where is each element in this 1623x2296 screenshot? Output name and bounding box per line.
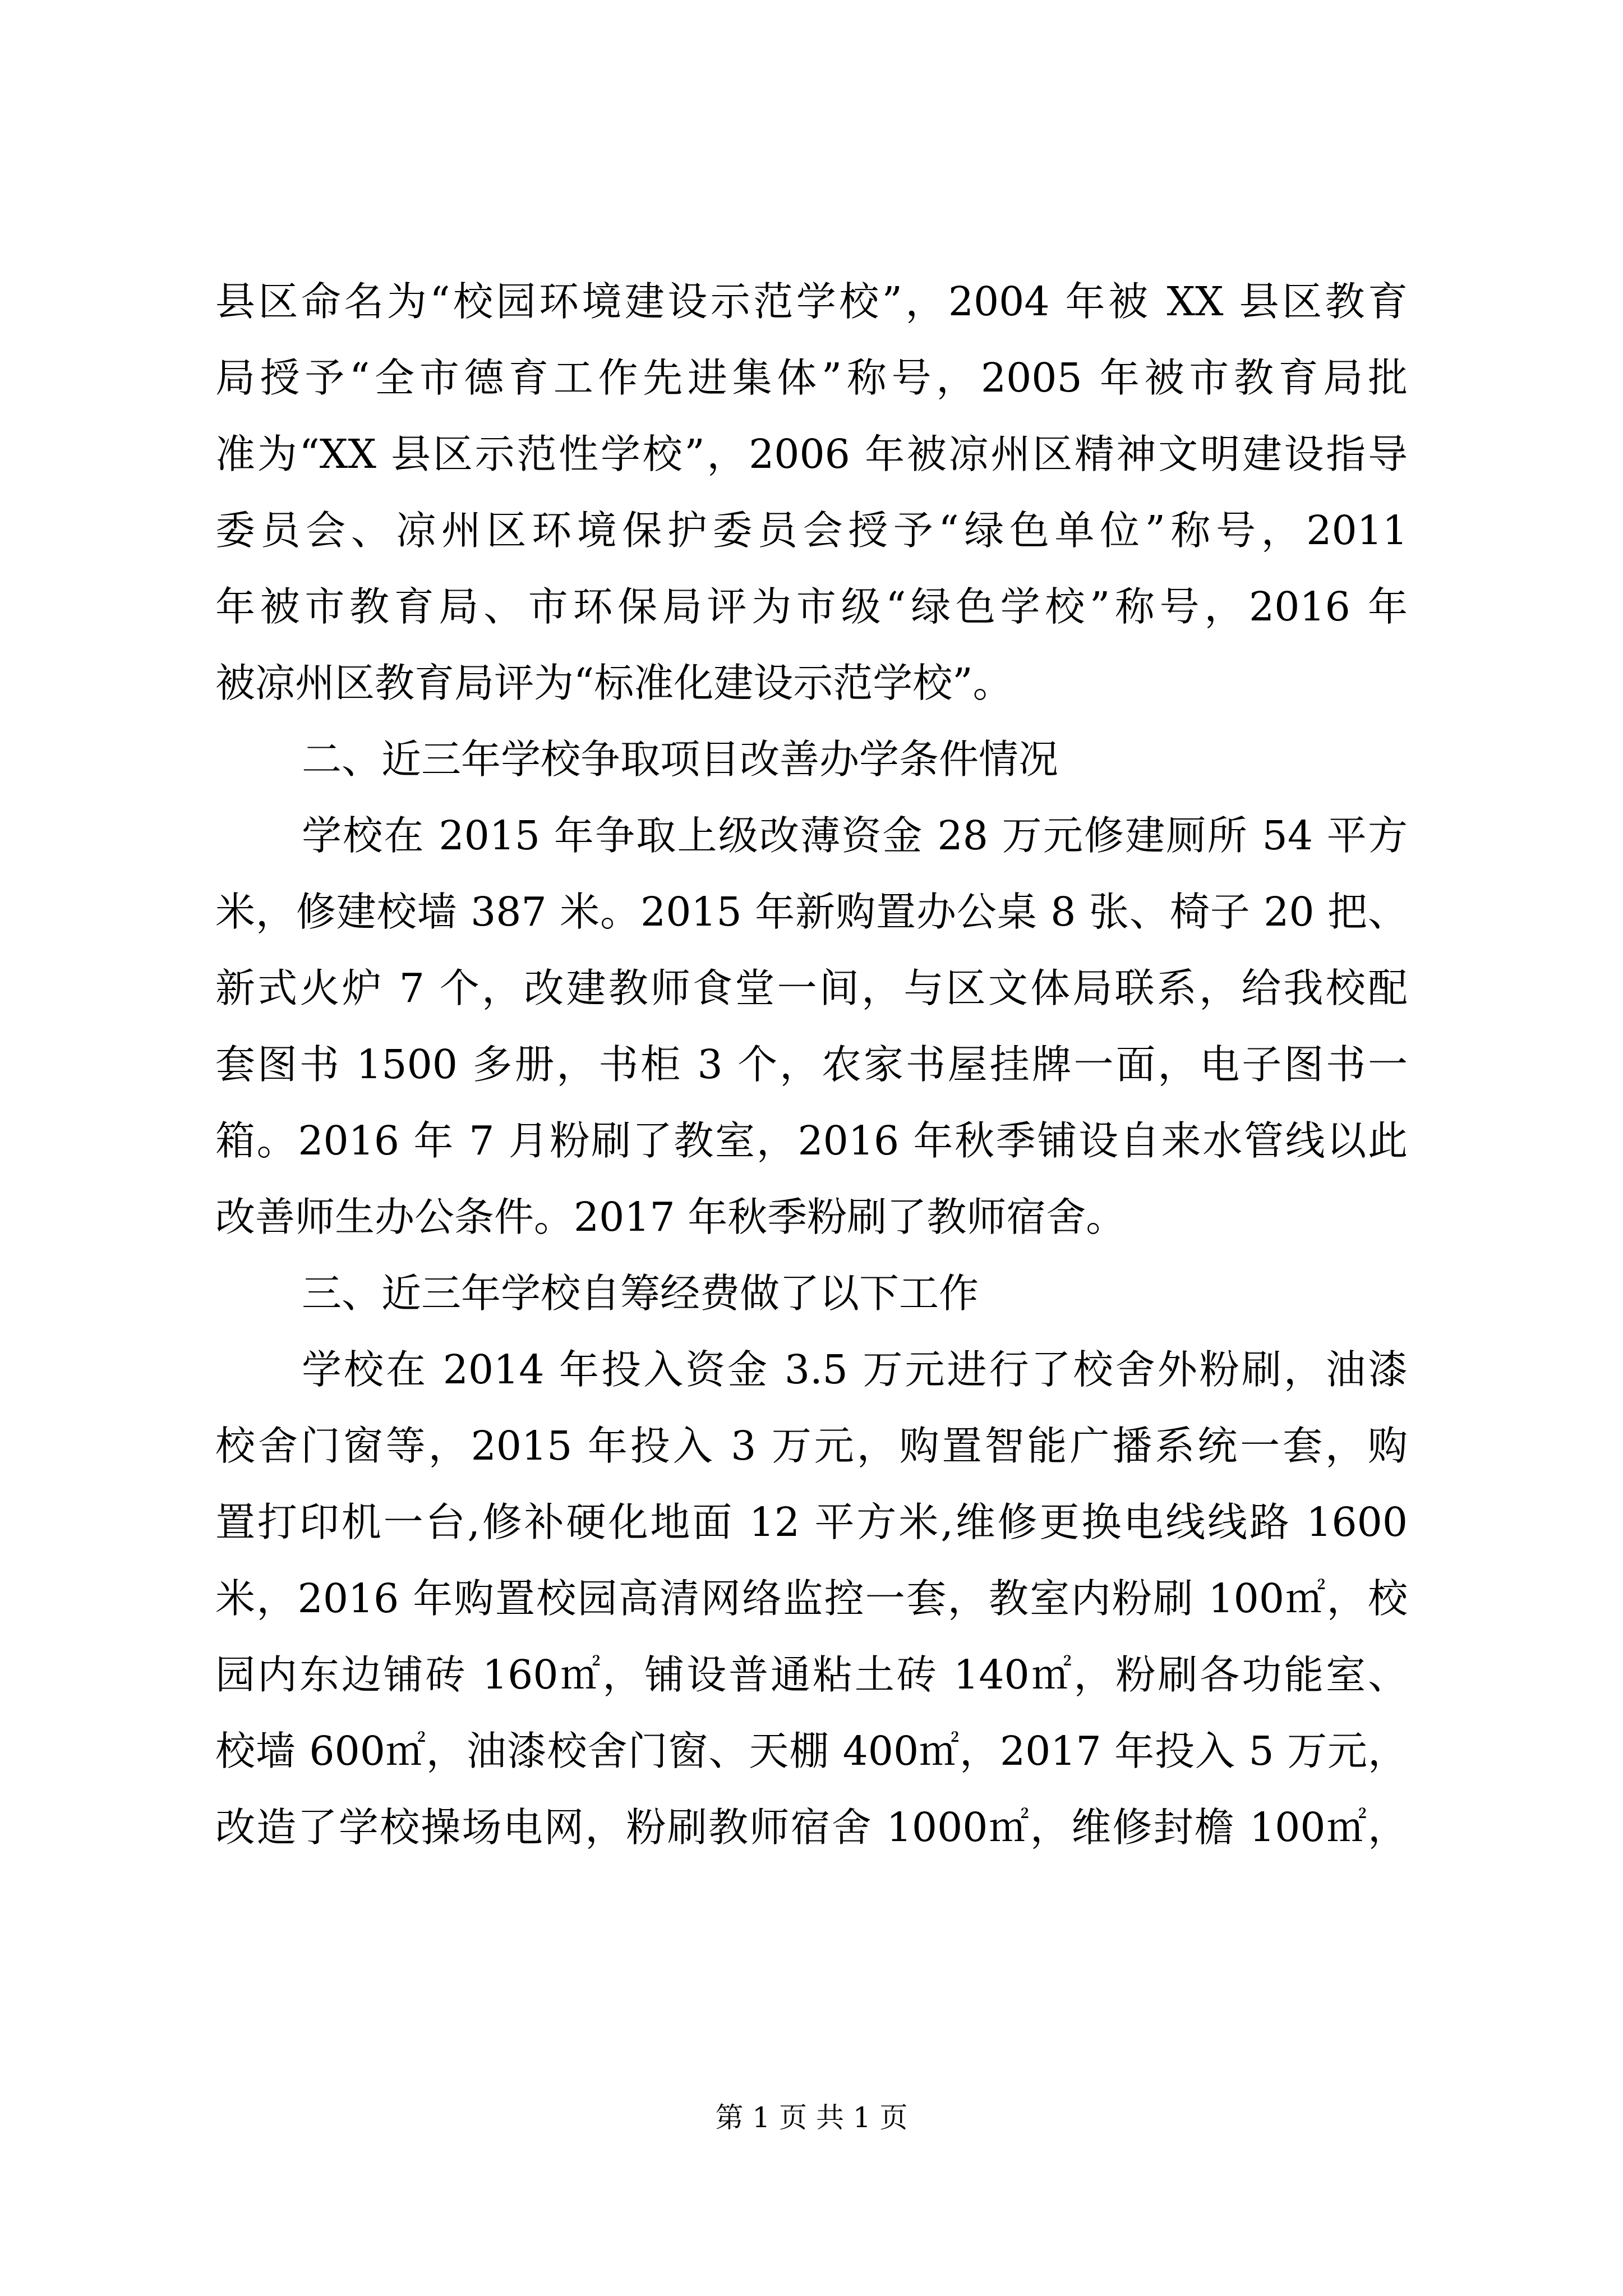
paragraph-line: 改善师生办公条件。2017 年秋季粉刷了教师宿舍。 [215,1194,1126,1240]
paragraph-line: 年被市教育局、市环保局评为市级“绿色学校”称号，2016 年 [215,583,1408,630]
page-footer: 第 1 页 共 1 页 [715,2101,908,2134]
paragraph-line: 校墙 600㎡，油漆校舍门窗、天棚 400㎡，2017 年投入 5 万元， [215,1728,1408,1774]
paragraph-line: 箱。2016 年 7 月粉刷了教室，2016 年秋季铺设自来水管线以此 [215,1117,1408,1164]
paragraph-line: 新式火炉 7 个，改建教师食堂一间，与区文体局联系，给我校配 [215,965,1408,1011]
paragraph-line: 米，修建校墙 387 米。2015 年新购置办公桌 8 张、椅子 20 把、 [215,889,1408,935]
paragraph-line: 改造了学校操场电网，粉刷教师宿舍 1000㎡，维修封檐 100㎡， [215,1804,1408,1851]
document-body [215,264,1408,1866]
paragraph-line: 局授予“全市德育工作先进集体”称号，2005 年被市教育局批 [215,355,1408,401]
paragraph-line: 置打印机一台,修补硬化地面 12 平方米,维修更换电线线路 1600 [215,1499,1408,1545]
paragraph-line: 套图书 1500 多册，书柜 3 个，农家书屋挂牌一面，电子图书一 [215,1041,1408,1088]
paragraph-line: 被凉州区教育局评为“标准化建设示范学校”。 [215,660,1013,706]
paragraph-line: 米，2016 年购置校园高清网络监控一套，教室内粉刷 100㎡，校 [215,1575,1408,1622]
paragraph-line: 校舍门窗等，2015 年投入 3 万元，购置智能广播系统一套，购 [215,1423,1408,1469]
paragraph-line: 准为“XX 县区示范性学校”，2006 年被凉州区精神文明建设指导 [215,431,1408,477]
paragraph-line: 园内东边铺砖 160㎡，铺设普通粘土砖 140㎡，粉刷各功能室、 [215,1651,1408,1698]
section-heading: 二、近三年学校争取项目改善办学条件情况 [302,736,1059,783]
paragraph-line: 学校在 2015 年争取上级改薄资金 28 万元修建厕所 54 平方 [302,812,1408,859]
paragraph-line: 学校在 2014 年投入资金 3.5 万元进行了校舍外粉刷，油漆 [302,1346,1408,1393]
paragraph-line: 委员会、凉州区环境保护委员会授予“绿色单位”称号，2011 [215,507,1408,554]
paragraph-line: 县区命名为“校园环境建设示范学校”，2004 年被 XX 县区教育 [215,278,1408,325]
section-heading: 三、近三年学校自筹经费做了以下工作 [302,1270,979,1317]
